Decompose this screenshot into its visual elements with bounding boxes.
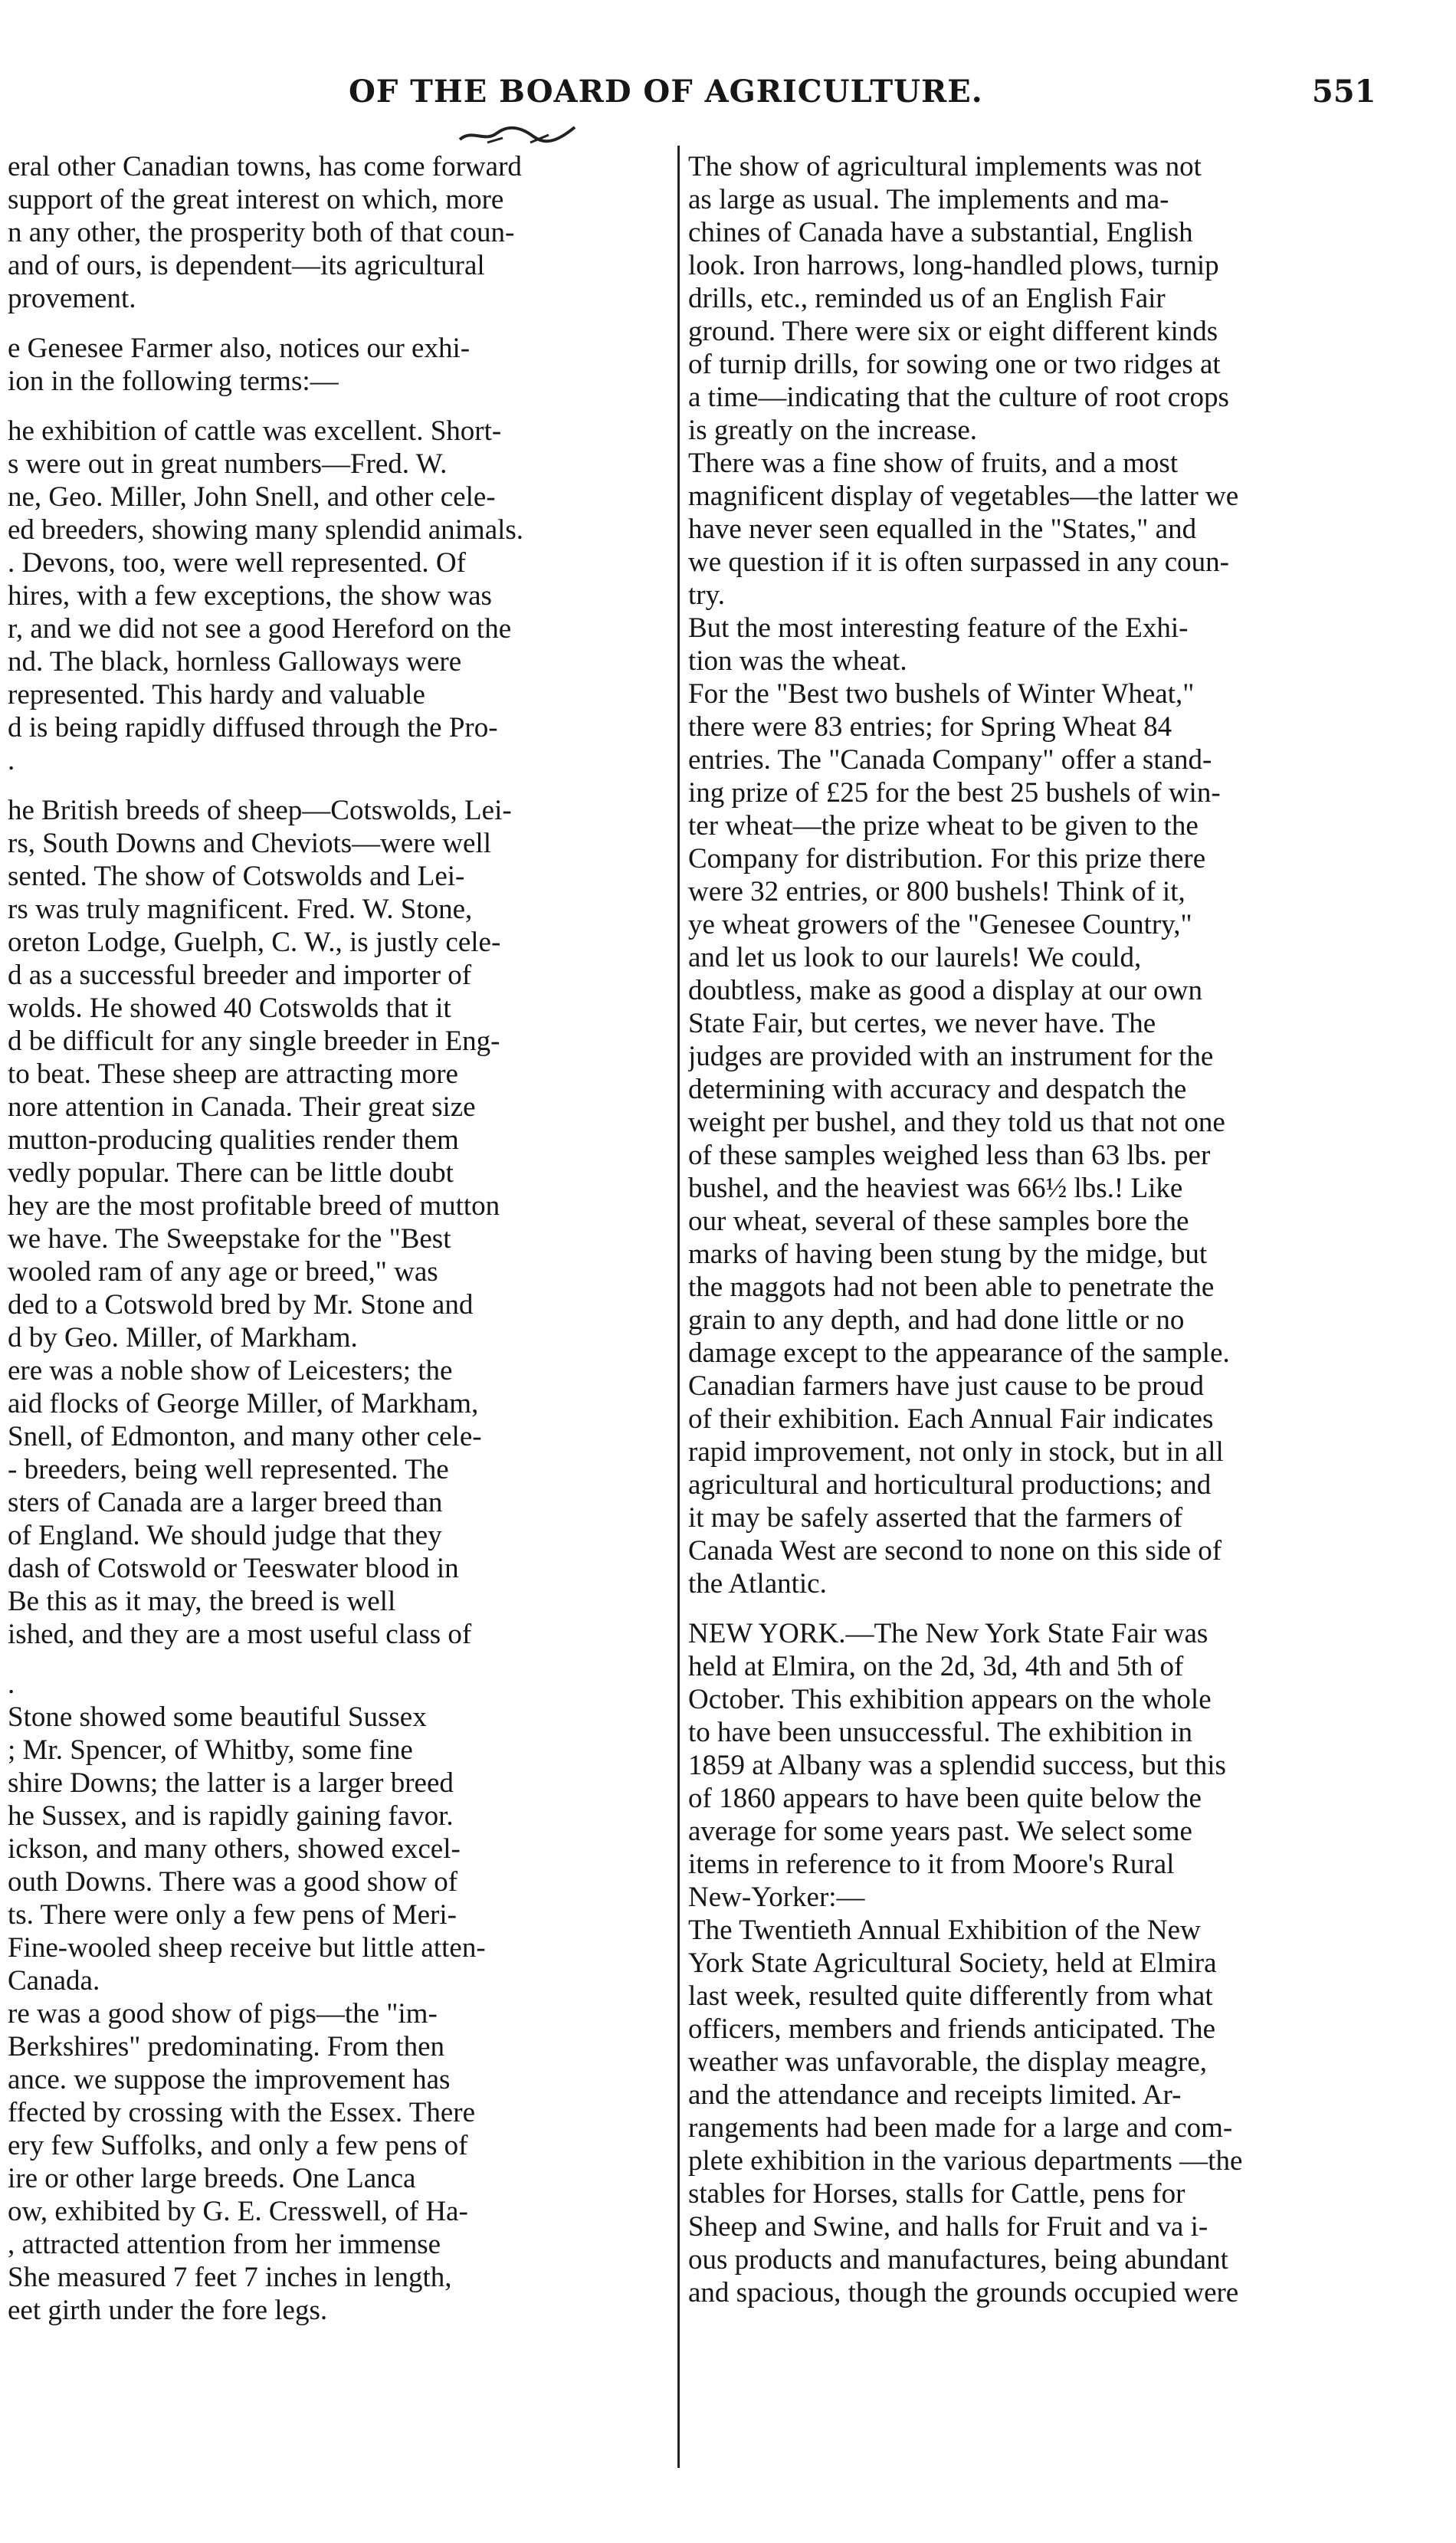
left-column-text-line: of England. We should judge that they [8,1520,442,1551]
right-column-text-line: drills, etc., reminded us of an English Fair [688,283,1166,314]
right-column-text-line: agricultural and horticultural productions; and [688,1469,1212,1501]
left-column-text-line: - breeders, being well represented. The [8,1454,449,1485]
left-column-text-line: ickson, and many others, showed excel- [8,1833,461,1865]
left-column-text-line: provement. [8,283,136,314]
left-column-text-line: dash of Cotswold or Teeswater blood in [8,1553,459,1584]
right-column-text-line: magnificent display of vegetables—the latter we [688,481,1239,512]
left-column-text-line: wolds. He showed 40 Cotswolds that it [8,993,451,1024]
left-column-text-line: eet girth under the fore legs. [8,2295,328,2326]
left-column-paragraph-gap [8,1651,668,1668]
right-column-text-line: as large as usual. The implements and ma- [688,184,1169,215]
right-column [688,150,1447,2309]
right-column-text-line: determining with accuracy and despatch the [688,1074,1187,1105]
left-column-text-line: ed breeders, showing many splendid animals. [8,514,524,546]
left-column-text-line: ffected by crossing with the Essex. There [8,2097,475,2128]
right-column-text-line: look. Iron harrows, long-handled plows, turnip [688,250,1219,281]
right-column-text-line: judges are provided with an instrument for the [688,1041,1214,1072]
left-column [8,150,668,2327]
left-column-text-line: and of ours, is dependent—its agricultural [8,250,485,281]
left-column-text-line: Berkshires" predominating. From then [8,2031,445,2062]
right-column-text-line: October. This exhibition appears on the whole [688,1684,1212,1715]
right-column-text-line: stables for Horses, stalls for Cattle, pens for [688,2178,1185,2210]
left-column-text-line: hey are the most profitable breed of mutton [8,1190,500,1222]
right-column-paragraph-gap [688,1600,1447,1617]
right-column-text-line: try. [688,579,725,611]
right-column-text-line: New-Yorker:— [688,1882,865,1913]
right-column-text-line: chines of Canada have a substantial, English [688,217,1193,248]
left-column-text-line: . [8,1669,15,1700]
right-column-text-line: a time—indicating that the culture of root crops [688,382,1229,413]
right-column-text-line: ous products and manufactures, being abundant [688,2244,1228,2276]
left-column-paragraph-gap [8,777,668,794]
right-column-text-line: ter wheat—the prize wheat to be given to the [688,810,1199,842]
left-column-text-line: , attracted attention from her immense [8,2229,441,2260]
right-column-text-line: weather was unfavorable, the display meagre, [688,2046,1208,2078]
left-column-text-line: Be this as it may, the breed is well [8,1586,396,1617]
right-column-text-line: entries. The "Canada Company" offer a stand- [688,744,1212,776]
left-column-text-line: rs, South Downs and Cheviots—were well [8,828,491,859]
right-column-text-line: rapid improvement, not only in stock, but in all [688,1436,1224,1468]
left-column-text-line: aid flocks of George Miller, of Markham, [8,1388,479,1419]
right-column-text-line: we question if it is often surpassed in any coun- [688,546,1229,578]
left-column-text-line: rs was truly magnificent. Fred. W. Stone, [8,894,473,925]
left-column-text-line: Stone showed some beautiful Sussex [8,1701,427,1733]
right-column-text-line: 1859 at Albany was a splendid success, but this [688,1750,1226,1781]
right-column-text-line: tion was the wheat. [688,645,907,677]
right-column-text-line: rangements had been made for a large and com- [688,2112,1233,2144]
left-column-text-line: ished, and they are a most useful class of [8,1619,472,1650]
left-column-text-line: outh Downs. There was a good show of [8,1866,458,1898]
right-column-text-line: of turnip drills, for sowing one or two ridges at [688,349,1221,380]
left-column-text-line: n any other, the prosperity both of that coun- [8,217,515,248]
right-column-text-line: and the attendance and receipts limited. Ar- [688,2079,1182,2111]
right-column-text-line: the Atlantic. [688,1568,827,1600]
left-column-text-line: wooled ram of any age or breed," was [8,1256,438,1288]
left-column-text-line: . Devons, too, were well represented. Of [8,547,466,579]
right-column-text-line: ground. There were six or eight different kinds [688,316,1218,347]
right-column-text-line: marks of having been stung by the midge, but [688,1239,1208,1270]
left-column-text-line: mutton-producing qualities render them [8,1124,459,1156]
left-column-text-line: ery few Suffolks, and only a few pens of [8,2130,468,2161]
left-column-text-line: ere was a noble show of Leicesters; the [8,1355,453,1386]
right-column-text-line: damage except to the appearance of the sample. [688,1337,1230,1369]
right-column-text-line: Company for distribution. For this prize there [688,843,1206,874]
left-column-text-line: represented. This hardy and valuable [8,679,425,710]
right-column-text-line: held at Elmira, on the 2d, 3d, 4th and 5th of [688,1651,1184,1682]
right-column-text-line: to have been unsuccessful. The exhibition in [688,1717,1192,1748]
right-column-text-line: ye wheat growers of the "Genesee Country," [688,909,1192,940]
left-column-text-line: ; Mr. Spencer, of Whitby, some fine [8,1734,413,1766]
left-column-text-line: . [8,745,15,776]
right-column-text-line: of 1860 appears to have been quite below the [688,1783,1202,1814]
left-column-text-line: Snell, of Edmonton, and many other cele- [8,1421,482,1452]
left-column-text-line: d is being rapidly diffused through the Pro- [8,712,498,743]
right-column-text-line: last week, resulted quite differently from what [688,1980,1213,2012]
left-column-text-line: sented. The show of Cotswolds and Lei- [8,861,465,892]
right-column-text-line: is greatly on the increase. [688,415,978,446]
left-column-paragraph-gap [8,315,668,332]
left-column-text-line: ts. There were only a few pens of Meri- [8,1899,457,1931]
left-column-text-line: ire or other large breeds. One Lanca [8,2163,416,2194]
right-column-text-line: Canada West are second to none on this side of [688,1535,1222,1567]
left-column-text-line: d by Geo. Miller, of Markham. [8,1322,358,1354]
running-head [0,74,1456,120]
left-column-text-line: hires, with a few exceptions, the show was [8,580,492,612]
left-column-text-line: ion in the following terms:— [8,366,339,397]
right-column-text-line: York State Agricultural Society, held at Elmira [688,1947,1217,1979]
left-column-text-line: he British breeds of sheep—Cotswolds, Lei- [8,795,512,826]
page-number: 551 [1312,74,1376,110]
left-column-text-line: support of the great interest on which, more [8,184,504,215]
right-column-text-line: the maggots had not been able to penetrate the [688,1272,1215,1303]
right-column-text-line: were 32 entries, or 800 bushels! Think of it, [688,876,1185,907]
right-column-text-line: Sheep and Swine, and halls for Fruit and va i- [688,2211,1208,2243]
right-column-text-line: The Twentieth Annual Exhibition of the New [688,1915,1201,1946]
right-column-text-line: have never seen equalled in the "States," and [688,514,1197,545]
running-head-title: OF THE BOARD OF AGRICULTURE. [349,74,983,110]
right-column-text-line: bushel, and the heaviest was 66½ lbs.! Like [688,1173,1183,1204]
left-column-text-line: shire Downs; the latter is a larger breed [8,1767,454,1799]
left-column-text-line: he exhibition of cattle was excellent. Short- [8,415,502,447]
left-column-text-line: e Genesee Farmer also, notices our exhi- [8,333,471,364]
left-column-text-line: oreton Lodge, Guelph, C. W., is justly cele- [8,927,501,958]
left-column-text-line: r, and we did not see a good Hereford on the [8,613,512,645]
left-column-paragraph-gap [8,398,668,415]
right-column-text-line: But the most interesting feature of the Exhi- [688,612,1189,644]
left-column-text-line: Canada. [8,1965,100,1997]
right-column-text-line: items in reference to it from Moore's Rural [688,1849,1175,1880]
right-column-text-line: average for some years past. We select some [688,1816,1192,1847]
left-column-text-line: d be difficult for any single breeder in Eng- [8,1025,500,1057]
left-column-text-line: sters of Canada are a larger breed than [8,1487,443,1518]
column-divider [677,146,680,2468]
left-column-text-line: She measured 7 feet 7 inches in length, [8,2262,452,2293]
left-column-text-line: he Sussex, and is rapidly gaining favor. [8,1800,454,1832]
right-column-text-line: Canadian farmers have just cause to be proud [688,1370,1204,1402]
ink-flourish-mark [457,121,579,146]
left-column-text-line: ded to a Cotswold bred by Mr. Stone and [8,1289,474,1321]
right-column-text-line: The show of agricultural implements was not [688,151,1202,182]
right-column-text-line: weight per bushel, and they told us that not one [688,1107,1225,1138]
right-column-text-line: State Fair, but certes, we never have. The [688,1008,1156,1039]
right-column-text-line: of these samples weighed less than 63 lbs. per [688,1140,1211,1171]
left-column-text-line: nore attention in Canada. Their great size [8,1091,476,1123]
left-column-text-line: to beat. These sheep are attracting more [8,1058,458,1090]
left-column-text-line: vedly popular. There can be little doubt [8,1157,454,1189]
left-column-text-line: ne, Geo. Miller, John Snell, and other cele- [8,481,496,513]
right-column-text-line: and let us look to our laurels! We could, [688,942,1142,973]
right-column-text-line: There was a fine show of fruits, and a most [688,448,1179,479]
left-column-text-line: ance. we suppose the improvement has [8,2064,451,2095]
right-column-text-line: NEW YORK.—The New York State Fair was [688,1618,1208,1649]
right-column-text-line: officers, members and friends anticipated. The [688,2013,1216,2045]
left-column-text-line: we have. The Sweepstake for the "Best [8,1223,451,1255]
right-column-text-line: and spacious, though the grounds occupied were [688,2277,1239,2308]
left-column-text-line: eral other Canadian towns, has come forward [8,151,522,182]
left-column-text-line: s were out in great numbers—Fred. W. [8,448,448,480]
left-column-text-line: d as a successful breeder and importer of [8,960,472,991]
right-column-text-line: of their exhibition. Each Annual Fair indicates [688,1403,1214,1435]
right-column-text-line: our wheat, several of these samples bore the [688,1206,1189,1237]
right-column-text-line: grain to any depth, and had done little or no [688,1304,1185,1336]
left-column-text-line: nd. The black, hornless Galloways were [8,646,462,678]
left-column-text-line: ow, exhibited by G. E. Cresswell, of Ha- [8,2196,468,2227]
left-column-text-line: re was a good show of pigs—the "im- [8,1998,438,2029]
right-column-text-line: there were 83 entries; for Spring Wheat 84 [688,711,1172,743]
right-column-text-line: ing prize of £25 for the best 25 bushels of win- [688,777,1221,809]
right-column-text-line: it may be safely asserted that the farmers of [688,1502,1183,1534]
right-column-text-line: doubtless, make as good a display at our own [688,975,1203,1006]
right-column-text-line: For the "Best two bushels of Winter Wheat," [688,678,1195,710]
left-column-text-line: Fine-wooled sheep receive but little atten- [8,1932,486,1964]
right-column-text-line: plete exhibition in the various departments —the [688,2145,1243,2177]
